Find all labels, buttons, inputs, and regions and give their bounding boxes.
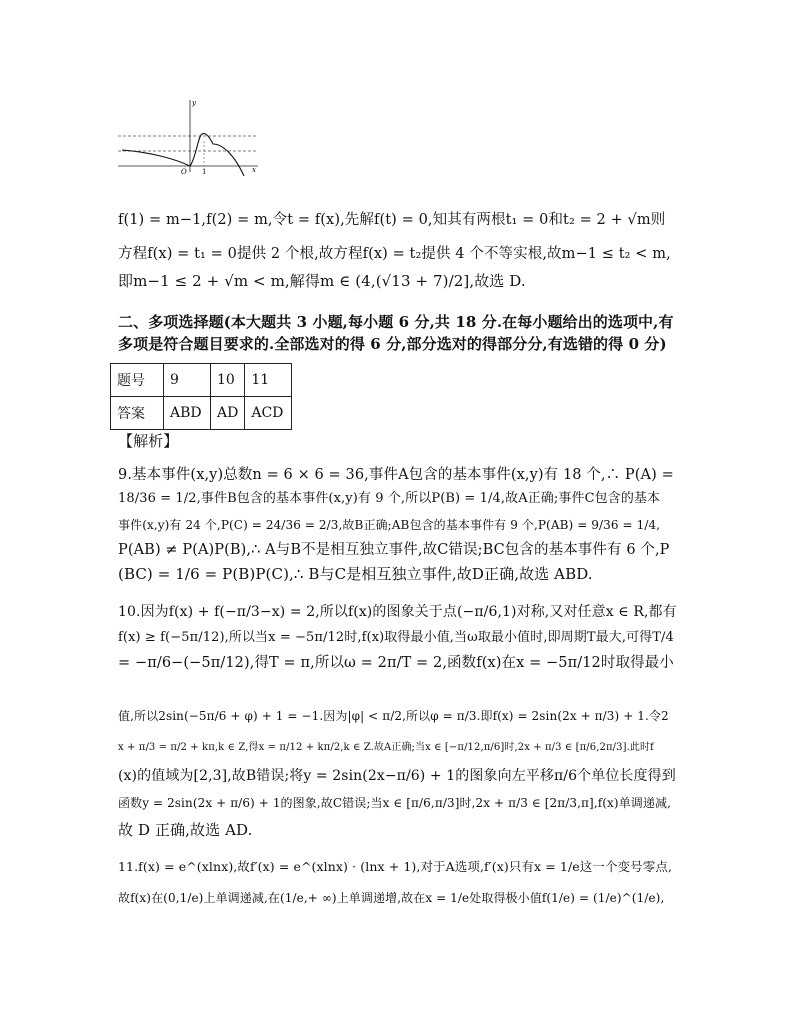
table-cell: 11 [245,364,292,397]
text-line: 函数y = 2sin(2x + π/6) + 1的图象,故C错误;当x ∈ [π/6,π/3]时,2x + π/3 ∈ [2π/3,π],f(x)单调递减, [118,796,672,810]
text-line: 18/36 = 1/2,事件B包含的基本事件(x,y)有 9 个,所以P(B) = 1/4,故A正确;事件C包含的基本 [118,491,661,506]
text-line: 故 D 正确,故选 AD. [118,821,253,839]
text-line: (x)的值域为[2,3],故B错误;将y = 2sin(2x−π/6) + 1的图象向左平移π/6个单位长度得到 [118,768,676,784]
text-line: f(x) ≥ f(−5π/12),所以当x = −5π/12时,f(x)取得最小值,当ω取最小值时,即周期T最大,可得T/4 [118,630,674,645]
text-line: 事件(x,y)有 24 个,P(C) = 24/36 = 2/3,故B正确;AB包含的基本事件有 9 个,P(AB) = 9/36 = 1/4, [118,518,661,532]
table-row [111,364,292,397]
function-graph [118,96,260,176]
table-cell: 9 [164,364,211,397]
text-line: 10.因为f(x) + f(−π/3−x) = 2,所以f(x)的图象关于点(−π/6,1)对称,又对任意x ∈ R,都有 [118,604,677,620]
table-cell: AD [211,397,245,430]
graph-tick-label: 1 [202,168,207,176]
text-line: (BC) = 1/6 = P(B)P(C),∴ B与C是相互独立事件,故D正确,故选 ABD. [118,565,593,583]
table-cell: ABD [164,397,211,430]
table-cell: 答案 [111,397,164,430]
text-line: P(AB) ≠ P(A)P(B),∴ A与B不是相互独立事件,故C错误;BC包含的基本事件有 6 个,P [118,542,670,558]
section-heading: 二、多项选择题(本大题共 3 小题,每小题 6 分,共 18 分.在每小题给出的选项中,有 [118,313,674,331]
analysis-heading: 【解析】 [118,432,179,450]
text-line: 方程f(x) = t₁ = 0提供 2 个根,故方程f(x) = t₂提供 4 个不等实根,故m−1 ≤ t₂ < m, [118,246,671,262]
text-line: x + π/3 = π/2 + kπ,k ∈ Z,得x = π/12 + kπ/2,k ∈ Z.故A正确;当x ∈ [−π/12,π/6]时,2x + π/3 ∈ [π/6,2π/3].此时f [118,742,654,753]
answer-table [110,363,292,430]
section-heading: 多项是符合题目要求的.全部选对的得 6 分,部分选对的得部分分,有选错的得 0 分) [118,335,667,353]
graph-y-label: y [192,99,196,107]
text-line: 9.基本事件(x,y)总数n = 6 × 6 = 36,事件A包含的基本事件(x,y)有 18 个,∴ P(A) = [118,467,674,483]
text-line: f(1) = m−1,f(2) = m,令t = f(x),先解f(t) = 0,知其有两根t₁ = 0和t₂ = 2 + √m则 [118,212,666,228]
table-cell: ACD [245,397,292,430]
text-line: = −π/6−(−5π/12),得T = π,所以ω = 2π/T = 2,函数f(x)在x = −5π/12时取得最小 [118,655,674,671]
table-cell: 10 [211,364,245,397]
graph-x-label: x [252,166,256,174]
text-line: 值,所以2sin(−5π/6 + φ) + 1 = −1.因为|φ| < π/2,所以φ = π/3.即f(x) = 2sin(2x + π/3) + 1.令2 [118,709,669,723]
table-row [111,397,292,430]
text-line: 故f(x)在(0,1/e)上单调递减,在(1/e,+ ∞)上单调递增,故在x = 1/e处取得极小值f(1/e) = (1/e)^(1/e), [118,891,665,905]
text-line: 11.f(x) = e^(xlnx),故f′(x) = e^(xlnx) · (lnx + 1),对于A选项,f′(x)只有x = 1/e这一个变号零点, [118,859,673,874]
table-cell: 题号 [111,364,164,397]
text-line: 即m−1 ≤ 2 + √m < m,解得m ∈ (4,(√13 + 7)/2],故选 D. [118,272,526,290]
graph-origin-label: O [181,168,187,176]
